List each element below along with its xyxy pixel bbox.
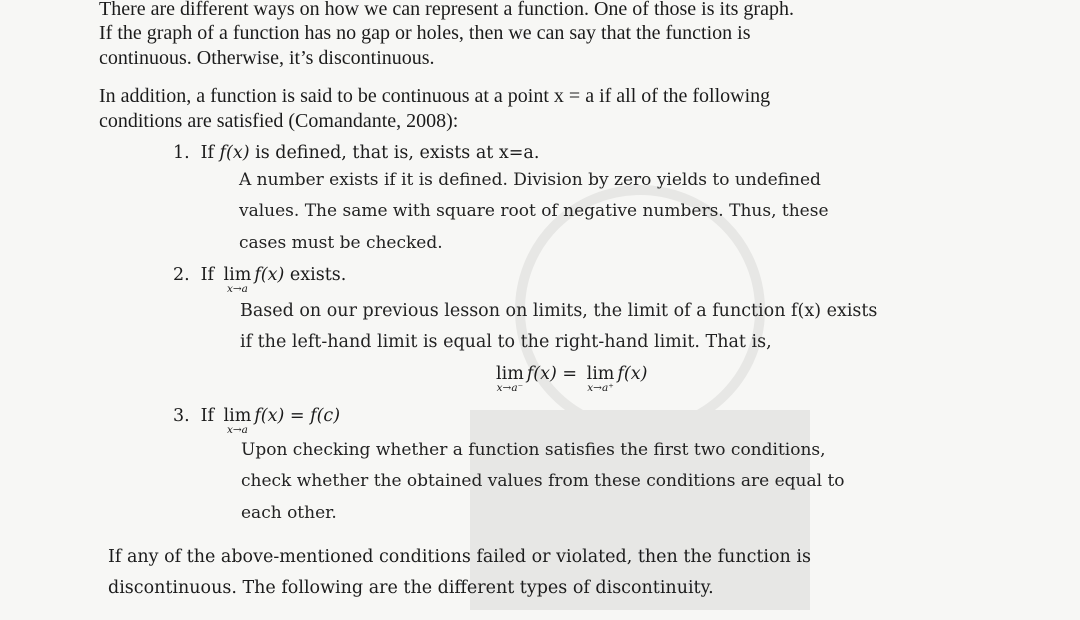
condition-description: Upon checking whether a function satisfies the first two conditions, — [241, 440, 826, 460]
condition-number: 1. — [173, 143, 190, 163]
limit-subscript: x→a — [226, 424, 248, 436]
math-expression: f(x) = f(c) — [254, 406, 341, 426]
one-sided-limit-formula — [492, 364, 648, 394]
math-expression: f(x) — [254, 265, 285, 285]
conclusion-line: discontinuous. The following are the different types of discontinuity. — [108, 578, 714, 598]
limit-subscript: x→a⁺ — [587, 382, 614, 394]
condition-description: values. The same with square root of negative numbers. Thus, these — [239, 201, 829, 221]
limit-operator — [223, 265, 252, 295]
condition-description: if the left-hand limit is equal to the right-hand limit. That is, — [240, 332, 772, 352]
condition-description: cases must be checked. — [239, 233, 443, 253]
intro-line: There are different ways on how we can represent a function. One of those is its graph. — [99, 0, 794, 20]
limit-subscript: x→a — [226, 283, 248, 295]
intro-line: If the graph of a function has no gap or holes, then we can say that the function is — [99, 22, 751, 44]
conclusion-line: If any of the above-mentioned conditions failed or violated, then the function is — [108, 547, 811, 567]
equals-sign: = — [556, 364, 583, 384]
condition-prefix: If — [200, 406, 220, 426]
condition-number: 2. — [173, 265, 190, 285]
limit-word: lim — [223, 265, 252, 285]
condition-description: A number exists if it is defined. Division by zero yields to undefined — [239, 170, 821, 190]
right-limit-operator — [586, 364, 615, 394]
limit-word: lim — [223, 406, 252, 426]
condition-description: each other. — [241, 503, 337, 523]
right-function: f(x) — [617, 364, 648, 384]
condition-description: check whether the obtained values from these conditions are equal to — [241, 471, 845, 491]
intro-line: continuous. Otherwise, it’s discontinuous. — [99, 47, 435, 69]
condition-prefix: If — [200, 265, 220, 285]
condition-suffix: exists. — [284, 265, 347, 285]
limit-word: lim — [496, 364, 524, 384]
left-limit-operator — [496, 364, 524, 394]
addition-line: conditions are satisfied (Comandante, 2008): — [99, 110, 459, 132]
limit-operator — [223, 406, 252, 436]
addition-line: In addition, a function is said to be continuous at a point x = a if all of the following — [99, 85, 771, 107]
math-expression: f(x) — [219, 143, 250, 163]
limit-subscript: x→a⁻ — [496, 382, 524, 394]
condition-2 — [173, 265, 347, 295]
left-function: f(x) — [526, 364, 557, 384]
condition-suffix: is defined, that is, exists at x=a. — [249, 143, 540, 163]
condition-prefix: If — [200, 143, 220, 163]
condition-1 — [173, 143, 539, 163]
condition-3 — [173, 406, 341, 436]
condition-description: Based on our previous lesson on limits, the limit of a function f(x) exists — [240, 301, 878, 321]
condition-number: 3. — [173, 406, 190, 426]
limit-word: lim — [586, 364, 615, 384]
